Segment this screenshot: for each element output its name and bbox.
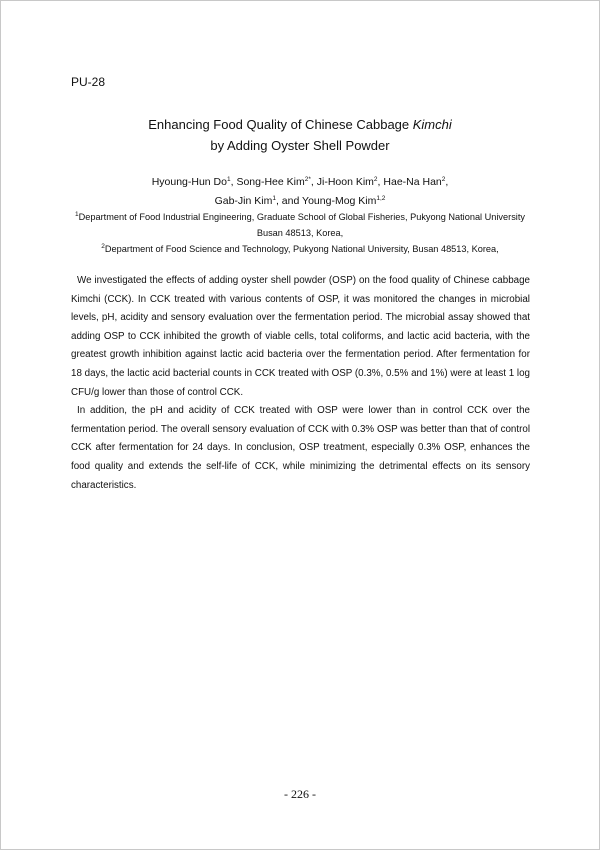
title-italic-word: Kimchi <box>412 117 452 132</box>
author-line-1: Hyoung-Hun Do$^1$, Song-Hee Kim$^{2*}$, Ji-Hoon Kim$^2$, Hae-Na Han$^2$, <box>151 176 449 188</box>
page-number: - 226 - <box>284 787 316 801</box>
author-affiliation-mark: 2* <box>304 176 311 183</box>
affiliation-text: Department of Food Science and Technology, Pukyong National University, Busan 48513, Korea, <box>104 244 499 254</box>
affiliation-mark: 2 <box>101 243 105 250</box>
author-name: Hyoung-Hun Do <box>151 176 227 188</box>
affiliation-text: Department of Food Industrial Engineering, Graduate School of Global Fisheries, Pukyong National University <box>78 212 525 222</box>
abstract-paragraph-2: In addition, the pH and acidity of CCK treated with OSP were lower than in control CCK over the fermentation period. The overall sensory evaluation of CCK with 0.3% OSP was better than that of control CCK after fermentation for 24 days. In conclusion, OSP treatment, especially 0.3% OSP, enhances the food quality and extends the self-life of CCK, while minimizing the detrimental effects on its sensory characteristics. <box>71 405 530 491</box>
title-line-2: by Adding Oyster Shell Powder <box>210 138 390 153</box>
author-affiliation-mark: 1,2 <box>376 195 386 202</box>
author-list <box>0 173 600 211</box>
paper-title <box>0 114 600 156</box>
abstract-paragraph-1: We investigated the effects of adding oyster shell powder (OSP) on the food quality of Chinese cabbage Kimchi (CCK). In CCK treated with various contents of OSP, it was monitored the changes in microbial levels, pH, acidity and sensory evaluation over the fermentation period. The microbial assay showed that adding OSP to CCK inhibited the growth of viable cells, total coliforms, and lactic acid bacteria, with the greatest growth inhibition against lactic acid bacteria over the fermentation period. After fermentation for 18 days, the lactic acid bacterial counts in CCK treated with OSP (0.3%, 0.5% and 1%) were at least 1 log CFU/g lower than those of control CCK. <box>71 275 530 398</box>
author-name: Song-Hee Kim <box>236 176 305 188</box>
author-line-2: Gab-Jin Kim$^1$, and Young-Mog Kim$^{1,2}$ <box>214 195 386 207</box>
author-affiliation-mark: 1 <box>272 195 276 202</box>
title-line-1-text: Enhancing Food Quality of Chinese Cabbage <box>148 117 413 132</box>
author-name: Gab-Jin Kim <box>214 195 273 207</box>
affiliation-list <box>0 209 600 257</box>
author-name: Young-Mog Kim <box>302 195 377 207</box>
author-affiliation-mark: 2 <box>441 176 446 183</box>
abstract-body <box>71 272 530 495</box>
author-affiliation-mark: 1 <box>226 176 231 183</box>
affiliation-1-line-1 <box>0 209 600 225</box>
author-name: Ji-Hoon Kim <box>316 176 374 188</box>
author-affiliation-mark: 2 <box>373 176 378 183</box>
affiliation-2-line-1 <box>0 241 600 257</box>
affiliation-mark: 1 <box>75 211 79 218</box>
presentation-code: PU-28 <box>71 75 106 89</box>
author-name: Hae-Na Han <box>383 176 442 188</box>
affiliation-1-line-2: Busan 48513, Korea, <box>256 228 344 238</box>
title-line-1 <box>0 114 600 135</box>
